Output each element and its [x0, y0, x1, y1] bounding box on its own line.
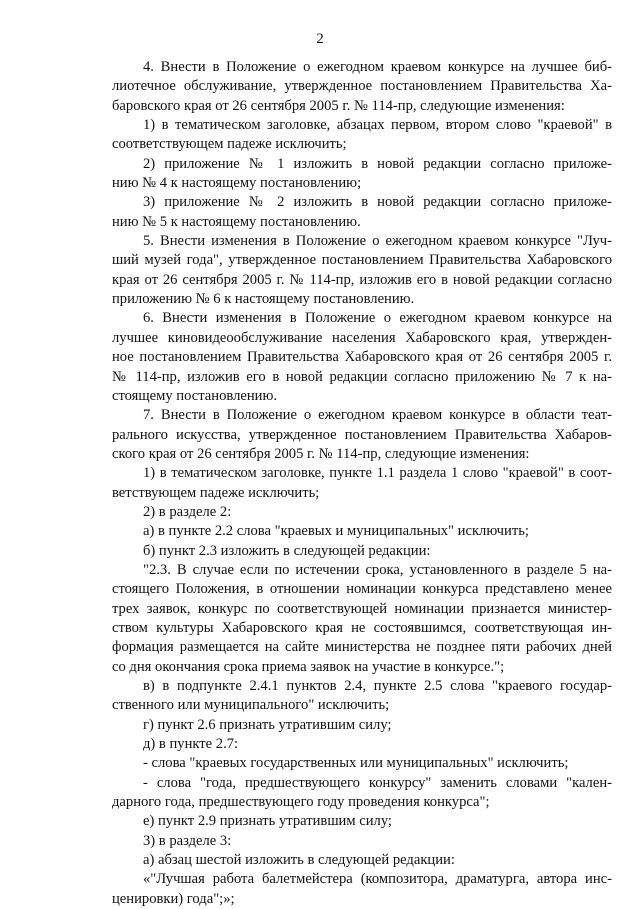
- text-line: 3) в разделе 3:: [143, 832, 232, 849]
- text-line: б) пункт 2.3 изложить в следующей редакции:: [143, 542, 431, 559]
- page-number: 2: [316, 31, 324, 47]
- text-line: приложению № 6 к настоящему постановлению.: [112, 291, 415, 308]
- text-line: а) абзац шестой изложить в следующей редакции:: [143, 852, 455, 869]
- text-line: стоящему постановлению.: [112, 387, 278, 404]
- text-line: 3) приложение № 2 изложить в новой редакции согласно приложе-: [143, 194, 612, 211]
- text-line: 1) в тематическом заголовке, абзацах первом, втором слово "краевой" в: [143, 117, 612, 134]
- text-line: 7. Внести в Положение о ежегодном краевом конкурсе в области теат-: [143, 407, 612, 424]
- text-line: 2) в разделе 2:: [143, 503, 232, 520]
- text-line: - слова "краевых государственных или муниципальных" исключить;: [143, 755, 569, 772]
- text-line: нию № 5 к настоящему постановлению.: [112, 213, 361, 230]
- text-line: лучшее киновидеообслуживание населения Хабаровского края, утвержден-: [112, 329, 612, 346]
- text-line: ством культуры Хабаровского края не состоявшимся, соответствующая ин-: [112, 619, 612, 636]
- text-line: края от 26 сентября 2005 г. № 114-пр, изложив его в новой редакции согласно: [112, 271, 612, 288]
- text-line: а) в пункте 2.2 слова "краевых и муниципальных" исключить;: [143, 523, 529, 540]
- text-line: формация размещается на сайте министерства не позднее пяти рабочих дней: [112, 639, 612, 656]
- text-line: "2.3. В случае если по истечении срока, установленного в разделе 5 на-: [143, 561, 612, 578]
- text-line: д) в пункте 2.7:: [143, 736, 239, 753]
- text-line: лиотечное обслуживание, утвержденное постановлением Правительства Ха-: [112, 78, 612, 95]
- text-line: ственного или муниципального" исключить;: [112, 697, 390, 714]
- text-line: ценировки) года";»;: [112, 890, 235, 907]
- text-line: ное постановлением Правительства Хабаровского края от 26 сентября 2005 г.: [112, 349, 612, 366]
- text-line: 2) приложение № 1 изложить в новой редакции согласно приложе-: [143, 155, 612, 172]
- text-line: 4. Внести в Положение о ежегодном краевом конкурсе на лучшее биб-: [143, 59, 612, 75]
- text-line: «"Лучшая работа балетмейстера (композитора, драматурга, автора инс-: [143, 871, 612, 888]
- text-line: баровского края от 26 сентября 2005 г. № 114-пр, следующие изменения:: [112, 97, 565, 114]
- text-line: стоящего Положения, в отношении номинации конкурса представлено менее: [112, 581, 612, 598]
- text-line: рального искусства, утвержденное постановлением Правительства Хабаров-: [112, 426, 612, 443]
- text-line: трех заявок, конкурс по соответствующей номинации признается министер-: [112, 600, 612, 617]
- text-line: нию № 4 к настоящему постановлению;: [112, 175, 362, 192]
- text-line: № 114-пр, изложив его в новой редакции согласно приложению № 7 к на-: [112, 368, 612, 385]
- document-body: [112, 58, 612, 909]
- text-line: г) пункт 2.6 признать утратившим силу;: [143, 716, 392, 733]
- text-line: соответствующем падеже исключить;: [112, 136, 347, 153]
- text-line: со дня окончания срока приема заявок на участие в конкурсе.";: [112, 658, 505, 675]
- text-line: в) в подпункте 2.4.1 пунктов 2.4, пункте 2.5 слова "краевого государ-: [143, 678, 612, 694]
- text-line: дарного года, предшествующего году проведения конкурса";: [112, 794, 490, 811]
- text-line: ветствующем падеже исключить;: [112, 484, 320, 501]
- text-line: 5. Внести изменения в Положение о ежегодном краевом конкурсе "Луч-: [143, 233, 612, 250]
- text-line: е) пункт 2.9 признать утратившим силу;: [143, 813, 392, 830]
- text-line: ший музей года", утвержденное постановлением Правительства Хабаровского: [112, 252, 612, 269]
- text-line: 1) в тематическом заголовке, пункте 1.1 раздела 1 слово "краевой" в соот-: [143, 465, 612, 482]
- text-line: 6. Внести изменения в Положение о ежегодном краевом конкурсе на: [143, 310, 612, 327]
- text-line: ского края от 26 сентября 2005 г. № 114-пр, следующие изменения:: [112, 445, 530, 462]
- text-line: - слова "года, предшествующего конкурсу" заменить словами "кален-: [143, 774, 612, 791]
